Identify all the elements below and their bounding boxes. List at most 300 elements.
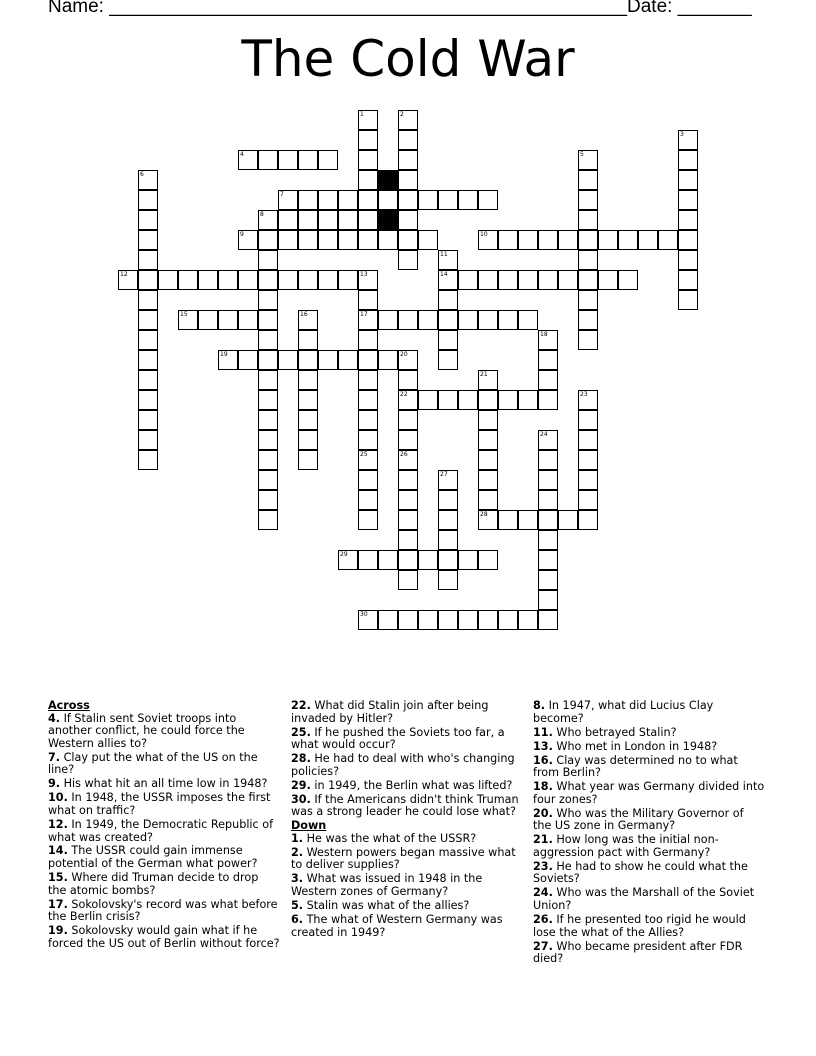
clue-text: Sokolovsky's record was what before the Berlin crisis? [48, 897, 278, 924]
grid-cell[interactable] [338, 350, 358, 370]
grid-cell[interactable] [338, 210, 358, 230]
clue-num: 29. [291, 778, 311, 792]
grid-cell[interactable] [318, 150, 338, 170]
grid-cell[interactable] [138, 210, 158, 230]
grid-cell[interactable] [258, 250, 278, 270]
clue-number: 9 [240, 231, 244, 238]
grid-cell[interactable] [158, 270, 178, 290]
grid-cell[interactable] [398, 170, 418, 190]
clue-num: 7. [48, 750, 61, 764]
down-clue [533, 861, 765, 886]
grid-cell[interactable] [558, 510, 578, 530]
grid-cell[interactable] [538, 590, 558, 610]
grid-cell[interactable] [498, 390, 518, 410]
black-cell [378, 170, 398, 190]
grid-cell[interactable] [578, 430, 598, 450]
grid-cell[interactable] [478, 410, 498, 430]
grid-cell[interactable] [358, 550, 378, 570]
across-clue [291, 780, 523, 793]
grid-cell[interactable] [538, 550, 558, 570]
grid-cell[interactable] [318, 270, 338, 290]
grid-cell[interactable] [298, 410, 318, 430]
grid-cell[interactable] [398, 470, 418, 490]
grid-cell[interactable] [478, 610, 498, 630]
clue-number: 11 [440, 251, 448, 258]
grid-cell[interactable] [538, 510, 558, 530]
grid-cell[interactable] [398, 370, 418, 390]
clue-text: Who met in London in 1948? [552, 739, 718, 753]
clue-text: What year was Germany divided into four zones? [533, 780, 765, 806]
grid-cell[interactable] [438, 390, 458, 410]
grid-cell[interactable] [578, 290, 598, 310]
grid-cell[interactable] [138, 430, 158, 450]
grid-cell[interactable] [578, 190, 598, 210]
grid-cell[interactable] [578, 330, 598, 350]
clue-number: 10 [480, 231, 488, 238]
clue-number: 2 [400, 111, 404, 118]
grid-cell[interactable] [398, 570, 418, 590]
across-clue [48, 899, 280, 924]
grid-cell[interactable] [358, 510, 378, 530]
grid-cell[interactable] [398, 550, 418, 570]
grid-cell[interactable] [538, 350, 558, 370]
down-clue [533, 914, 765, 939]
grid-cell[interactable] [478, 450, 498, 470]
clue-num: 9. [48, 777, 61, 791]
clue-num: 18. [533, 780, 553, 794]
clue-num: 10. [48, 791, 68, 805]
across-clue [48, 778, 280, 791]
grid-cell[interactable] [458, 270, 478, 290]
grid-cell[interactable] [578, 410, 598, 430]
clue-number: 16 [300, 311, 308, 318]
grid-cell[interactable] [578, 450, 598, 470]
page-title: The Cold War [241, 30, 575, 88]
grid-cell[interactable] [378, 550, 398, 570]
clue-num: 20. [533, 806, 553, 820]
grid-cell[interactable] [438, 490, 458, 510]
grid-cell[interactable] [498, 510, 518, 530]
clue-text: How long was the initial non-aggression pact with Germany? [533, 833, 719, 859]
clue-num: 19. [48, 924, 68, 938]
grid-cell[interactable] [578, 210, 598, 230]
grid-cell[interactable] [578, 250, 598, 270]
grid-cell[interactable] [498, 610, 518, 630]
date-field[interactable]: Date: _______ [627, 0, 752, 17]
grid-cell[interactable] [398, 310, 418, 330]
grid-cell[interactable] [638, 230, 658, 250]
clue-num: 14. [48, 844, 68, 858]
clue-text: In 1948, the USSR imposes the first what on traffic? [48, 791, 271, 817]
grid-cell[interactable] [518, 610, 538, 630]
grid-cell[interactable] [418, 190, 438, 210]
grid-cell[interactable] [458, 190, 478, 210]
grid-cell[interactable] [198, 310, 218, 330]
clue-number: 18 [540, 331, 548, 338]
clue-number: 25 [360, 451, 368, 458]
grid-cell[interactable] [378, 190, 398, 210]
down-heading: Down [291, 819, 327, 833]
grid-cell[interactable] [498, 310, 518, 330]
grid-cell[interactable] [678, 290, 698, 310]
grid-cell[interactable] [458, 390, 478, 410]
across-clue [48, 845, 280, 870]
clue-number: 15 [180, 311, 188, 318]
grid-cell[interactable] [658, 230, 678, 250]
grid-cell[interactable] [278, 230, 298, 250]
grid-cell[interactable] [398, 430, 418, 450]
grid-cell[interactable] [518, 270, 538, 290]
grid-cell[interactable] [558, 230, 578, 250]
grid-cell[interactable] [478, 190, 498, 210]
grid-cell[interactable] [578, 470, 598, 490]
grid-cell[interactable] [278, 350, 298, 370]
grid-cell[interactable] [138, 250, 158, 270]
grid-cell[interactable] [358, 210, 378, 230]
clue-text: Who was the Marshall of the Soviet Union? [533, 886, 755, 913]
grid-cell[interactable] [278, 210, 298, 230]
down-clue [533, 887, 765, 912]
grid-cell[interactable] [138, 310, 158, 330]
clue-text: Where did Truman decide to drop the atomic bombs? [48, 871, 259, 897]
grid-cell[interactable] [578, 310, 598, 330]
clue-text: If he pushed the Soviets too far, a what would occur? [291, 725, 505, 752]
grid-cell[interactable] [138, 350, 158, 370]
grid-cell[interactable] [218, 270, 238, 290]
clue-num: 23. [533, 859, 553, 873]
grid-cell[interactable] [678, 210, 698, 230]
grid-cell[interactable] [678, 270, 698, 290]
clue-number: 14 [440, 271, 448, 278]
grid-cell[interactable] [498, 230, 518, 250]
clue-number: 26 [400, 451, 408, 458]
clue-num: 12. [48, 817, 68, 831]
grid-cell[interactable] [338, 270, 358, 290]
grid-cell[interactable] [258, 350, 278, 370]
clue-text: The what of Western Germany was created in 1949? [291, 913, 503, 939]
name-field[interactable]: Name: _________________________________________________ [48, 0, 628, 17]
down-clue [533, 834, 765, 859]
clue-text: Stalin was what of the allies? [303, 899, 470, 913]
clue-text: Western powers began massive what to deliver supplies? [291, 845, 516, 872]
grid-cell[interactable] [258, 510, 278, 530]
grid-cell[interactable] [578, 170, 598, 190]
grid-cell[interactable] [678, 250, 698, 270]
across-clue [48, 713, 280, 751]
clue-number: 30 [360, 611, 368, 618]
grid-cell[interactable] [418, 610, 438, 630]
clue-text: Who betrayed Stalin? [552, 725, 677, 739]
grid-cell[interactable] [298, 230, 318, 250]
grid-cell[interactable] [538, 610, 558, 630]
grid-cell[interactable] [478, 430, 498, 450]
grid-cell[interactable] [578, 230, 598, 250]
grid-cell[interactable] [538, 370, 558, 390]
clue-num: 8. [533, 699, 546, 712]
grid-cell[interactable] [438, 290, 458, 310]
clue-number: 19 [220, 351, 228, 358]
clue-text: Clay was determined no to what from Berlin? [533, 753, 738, 780]
grid-cell[interactable] [258, 290, 278, 310]
grid-cell[interactable] [558, 270, 578, 290]
grid-cell[interactable] [438, 510, 458, 530]
grid-cell[interactable] [538, 530, 558, 550]
grid-cell[interactable] [298, 450, 318, 470]
grid-cell[interactable] [258, 430, 278, 450]
grid-cell[interactable] [438, 330, 458, 350]
clue-text: He had to show he could what the Soviets? [533, 859, 748, 886]
grid-cell[interactable] [398, 230, 418, 250]
grid-cell[interactable] [258, 450, 278, 470]
clue-number: 28 [480, 511, 488, 518]
clue-number: 23 [580, 391, 588, 398]
clue-number: 12 [120, 271, 128, 278]
grid-cell[interactable] [398, 610, 418, 630]
grid-cell[interactable] [538, 390, 558, 410]
grid-cell[interactable] [418, 550, 438, 570]
clue-column-2 [291, 700, 523, 941]
clue-number: 17 [360, 311, 368, 318]
clue-number: 3 [680, 131, 684, 138]
across-clue [48, 792, 280, 817]
grid-cell[interactable] [138, 290, 158, 310]
grid-cell[interactable] [318, 210, 338, 230]
grid-cell[interactable] [138, 270, 158, 290]
grid-cell[interactable] [378, 310, 398, 330]
grid-cell[interactable] [238, 350, 258, 370]
clue-num: 3. [291, 872, 304, 886]
grid-cell[interactable] [138, 370, 158, 390]
clue-num: 27. [533, 939, 553, 953]
grid-cell[interactable] [218, 310, 238, 330]
across-clue [291, 794, 523, 819]
grid-cell[interactable] [458, 610, 478, 630]
grid-cell[interactable] [318, 350, 338, 370]
grid-cell[interactable] [338, 190, 358, 210]
grid-cell[interactable] [298, 430, 318, 450]
grid-cell[interactable] [438, 350, 458, 370]
grid-cell[interactable] [518, 310, 538, 330]
grid-cell[interactable] [438, 310, 458, 330]
grid-cell[interactable] [358, 390, 378, 410]
grid-cell[interactable] [258, 230, 278, 250]
grid-cell[interactable] [398, 530, 418, 550]
grid-cell[interactable] [678, 170, 698, 190]
grid-cell[interactable] [258, 150, 278, 170]
grid-cell[interactable] [358, 190, 378, 210]
grid-cell[interactable] [418, 390, 438, 410]
clue-column-3 [533, 700, 765, 967]
grid-cell[interactable] [298, 150, 318, 170]
clue-number: 1 [360, 111, 364, 118]
grid-cell[interactable] [478, 270, 498, 290]
black-cell [378, 210, 398, 230]
grid-cell[interactable] [178, 270, 198, 290]
clue-text: If the Americans didn't think Truman was a strong leader he could lose what? [291, 792, 519, 819]
grid-cell[interactable] [298, 190, 318, 210]
grid-cell[interactable] [398, 190, 418, 210]
grid-cell[interactable] [518, 510, 538, 530]
clue-number: 20 [400, 351, 408, 358]
grid-cell[interactable] [298, 370, 318, 390]
grid-cell[interactable] [358, 350, 378, 370]
down-clue [291, 914, 523, 939]
down-clue [291, 847, 523, 872]
down-clue [533, 727, 765, 740]
grid-cell[interactable] [258, 470, 278, 490]
grid-cell[interactable] [438, 610, 458, 630]
grid-cell[interactable] [138, 390, 158, 410]
grid-cell[interactable] [418, 310, 438, 330]
grid-cell[interactable] [618, 230, 638, 250]
grid-cell[interactable] [358, 410, 378, 430]
grid-cell[interactable] [398, 210, 418, 230]
clue-text: in 1949, the Berlin what was lifted? [310, 778, 513, 792]
grid-cell[interactable] [278, 270, 298, 290]
grid-cell[interactable] [258, 390, 278, 410]
grid-cell[interactable] [578, 510, 598, 530]
clue-number: 13 [360, 271, 368, 278]
grid-cell[interactable] [378, 230, 398, 250]
grid-cell[interactable] [298, 390, 318, 410]
across-clue [48, 925, 280, 950]
grid-cell[interactable] [358, 290, 378, 310]
grid-cell[interactable] [358, 130, 378, 150]
clue-num: 16. [533, 753, 553, 767]
grid-cell[interactable] [438, 550, 458, 570]
grid-cell[interactable] [138, 410, 158, 430]
clue-num: 13. [533, 739, 553, 753]
grid-cell[interactable] [258, 410, 278, 430]
grid-cell[interactable] [278, 150, 298, 170]
grid-cell[interactable] [378, 610, 398, 630]
grid-cell[interactable] [478, 470, 498, 490]
grid-cell[interactable] [298, 210, 318, 230]
grid-cell[interactable] [538, 570, 558, 590]
grid-cell[interactable] [678, 230, 698, 250]
clue-text: If Stalin sent Soviet troops into another conflict, he could force the Western allies to? [48, 711, 245, 750]
grid-cell[interactable] [438, 530, 458, 550]
grid-cell[interactable] [258, 270, 278, 290]
grid-cell[interactable] [338, 230, 358, 250]
grid-cell[interactable] [538, 470, 558, 490]
grid-cell[interactable] [358, 230, 378, 250]
grid-cell[interactable] [518, 390, 538, 410]
grid-cell[interactable] [478, 310, 498, 330]
clue-text: In 1949, the Democratic Republic of what was created? [48, 817, 274, 844]
grid-cell[interactable] [238, 270, 258, 290]
clue-text: If he presented too rigid he would lose the what of the Allies? [533, 913, 746, 939]
grid-cell[interactable] [398, 410, 418, 430]
grid-cell[interactable] [318, 190, 338, 210]
grid-cell[interactable] [238, 310, 258, 330]
grid-cell[interactable] [258, 490, 278, 510]
down-clue [533, 700, 765, 725]
clue-text: What was issued in 1948 in the Western zones of Germany? [291, 872, 483, 899]
grid-cell[interactable] [678, 150, 698, 170]
grid-cell[interactable] [258, 310, 278, 330]
grid-cell[interactable] [258, 370, 278, 390]
grid-cell[interactable] [458, 310, 478, 330]
clue-num: 5. [291, 899, 304, 913]
clue-number: 4 [240, 151, 244, 158]
grid-cell[interactable] [198, 270, 218, 290]
clue-num: 15. [48, 871, 68, 885]
grid-cell[interactable] [358, 330, 378, 350]
grid-cell[interactable] [398, 250, 418, 270]
grid-cell[interactable] [438, 570, 458, 590]
grid-cell[interactable] [438, 190, 458, 210]
grid-cell[interactable] [318, 230, 338, 250]
clue-text: What did Stalin join after being invaded by Hitler? [291, 699, 489, 725]
grid-cell[interactable] [298, 270, 318, 290]
grid-cell[interactable] [538, 230, 558, 250]
grid-cell[interactable] [578, 490, 598, 510]
down-clue [291, 833, 523, 846]
down-clue [533, 808, 765, 833]
grid-cell[interactable] [598, 230, 618, 250]
grid-cell[interactable] [398, 150, 418, 170]
clue-number: 6 [140, 171, 144, 178]
grid-cell[interactable] [618, 270, 638, 290]
grid-cell[interactable] [138, 190, 158, 210]
grid-cell[interactable] [138, 230, 158, 250]
grid-cell[interactable] [418, 230, 438, 250]
grid-cell[interactable] [498, 270, 518, 290]
grid-cell[interactable] [138, 330, 158, 350]
grid-cell[interactable] [358, 170, 378, 190]
across-heading: Across [48, 699, 90, 712]
grid-cell[interactable] [678, 190, 698, 210]
grid-cell[interactable] [358, 490, 378, 510]
grid-cell[interactable] [358, 470, 378, 490]
grid-cell[interactable] [398, 130, 418, 150]
clue-num: 6. [291, 913, 304, 927]
grid-cell[interactable] [518, 230, 538, 250]
grid-cell[interactable] [358, 430, 378, 450]
grid-cell[interactable] [358, 370, 378, 390]
grid-cell[interactable] [478, 490, 498, 510]
grid-cell[interactable] [538, 270, 558, 290]
grid-cell[interactable] [398, 490, 418, 510]
grid-cell[interactable] [538, 490, 558, 510]
grid-cell[interactable] [298, 350, 318, 370]
across-clue [48, 752, 280, 777]
across-clue [48, 819, 280, 844]
grid-cell[interactable] [538, 450, 558, 470]
clue-number: 27 [440, 471, 448, 478]
grid-cell[interactable] [598, 270, 618, 290]
grid-cell[interactable] [398, 510, 418, 530]
grid-cell[interactable] [478, 550, 498, 570]
grid-cell[interactable] [578, 270, 598, 290]
grid-cell[interactable] [378, 350, 398, 370]
grid-cell[interactable] [258, 330, 278, 350]
grid-cell[interactable] [458, 550, 478, 570]
clue-num: 1. [291, 831, 304, 845]
clue-number: 8 [260, 211, 264, 218]
down-clue [533, 741, 765, 754]
grid-cell[interactable] [298, 330, 318, 350]
clue-text: In 1947, what did Lucius Clay become? [533, 699, 714, 725]
grid-cell[interactable] [478, 390, 498, 410]
grid-cell[interactable] [358, 150, 378, 170]
clue-num: 11. [533, 725, 553, 739]
clue-num: 30. [291, 792, 311, 806]
clue-text: He was the what of the USSR? [303, 831, 477, 845]
grid-cell[interactable] [138, 450, 158, 470]
clue-num: 26. [533, 913, 553, 927]
